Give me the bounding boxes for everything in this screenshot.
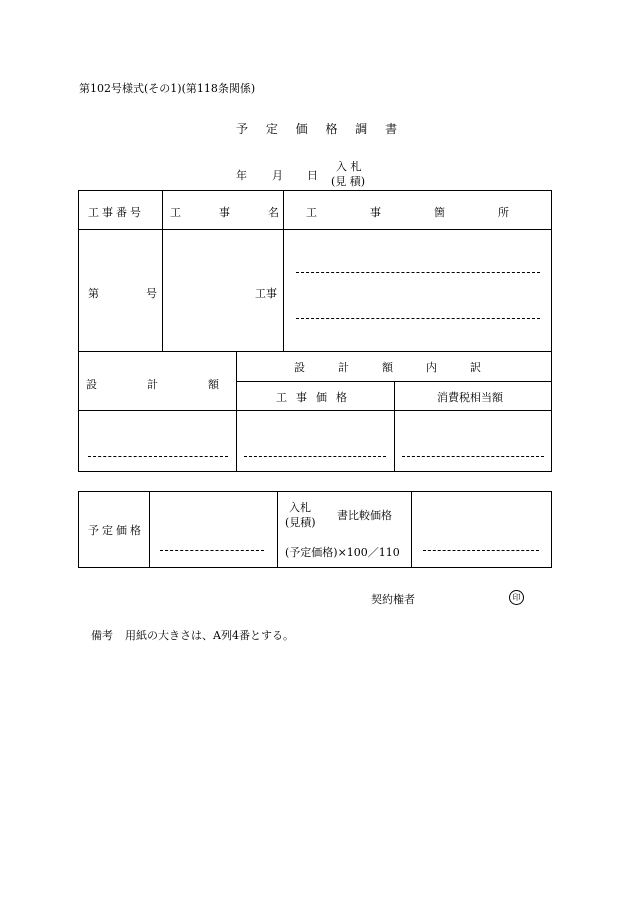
consumption-tax-value-line: [402, 456, 544, 457]
remarks-text: 用紙の大きさは、A列4番とする。: [125, 629, 294, 642]
location-line-2: [296, 318, 540, 319]
t2-col-divider-3: [411, 491, 412, 568]
planned-price-text: 予定価格: [88, 524, 144, 537]
t2-bid-label-top: 入札: [289, 501, 311, 514]
planned-price-label: [88, 522, 144, 538]
design-amount-value-line: [88, 456, 228, 457]
document-title: 予 定 価 格 調 書: [236, 122, 405, 136]
planned-price-value-line: [160, 550, 264, 551]
col-divider-tax: [394, 381, 395, 472]
number-suffix: 号: [146, 287, 157, 300]
remarks-label: 備考: [91, 629, 113, 642]
t2-col-divider-2: [277, 491, 278, 568]
construction-price-label: [276, 389, 356, 405]
breakdown-header-text: 設計額内訳: [294, 361, 514, 374]
work-summary-table: [78, 190, 562, 472]
header-work-name-text: 工事名: [170, 206, 317, 219]
contract-authority-label: 契約権者: [371, 593, 415, 606]
comparison-price-value-line: [423, 550, 539, 551]
header-row-divider: [78, 229, 552, 230]
bid-label-top: 入 札: [336, 160, 362, 173]
t2-col-divider-1: [149, 491, 150, 568]
date-year: 年: [236, 169, 247, 182]
date-day: 日: [307, 169, 318, 182]
header-work-number: [88, 204, 154, 220]
header-work-location: [306, 204, 562, 220]
bid-label-bottom: (見 積): [331, 175, 366, 188]
t2-bid-label-bottom: (見積): [285, 516, 316, 529]
consumption-tax-label: 消費税相当額: [437, 391, 503, 404]
work-name-suffix: 工事: [255, 287, 277, 300]
price-formula: (予定価格)×100／110: [285, 546, 400, 559]
design-amount-label: [86, 376, 269, 392]
construction-price-value-line: [244, 456, 386, 457]
header-work-name: [170, 204, 317, 220]
main-row-divider: [78, 351, 552, 352]
col-divider-number: [162, 190, 163, 351]
date-month: 月: [272, 169, 283, 182]
amount-row-divider: [78, 410, 552, 411]
comparison-price-label: 書比較価格: [337, 509, 392, 522]
col-divider-design: [236, 351, 237, 472]
design-amount-text: 設計額: [86, 378, 269, 391]
construction-price-text: 工事価格: [276, 391, 356, 404]
header-work-number-text: 工事番号: [88, 206, 144, 219]
seal-mark-icon: 印: [509, 590, 524, 605]
location-line-1: [296, 272, 540, 273]
form-number: 第102号様式(その1)(第118条関係): [79, 82, 256, 95]
breakdown-header: [294, 359, 514, 375]
number-prefix: 第: [88, 287, 99, 300]
header-work-location-text: 工事箇所: [306, 206, 562, 219]
